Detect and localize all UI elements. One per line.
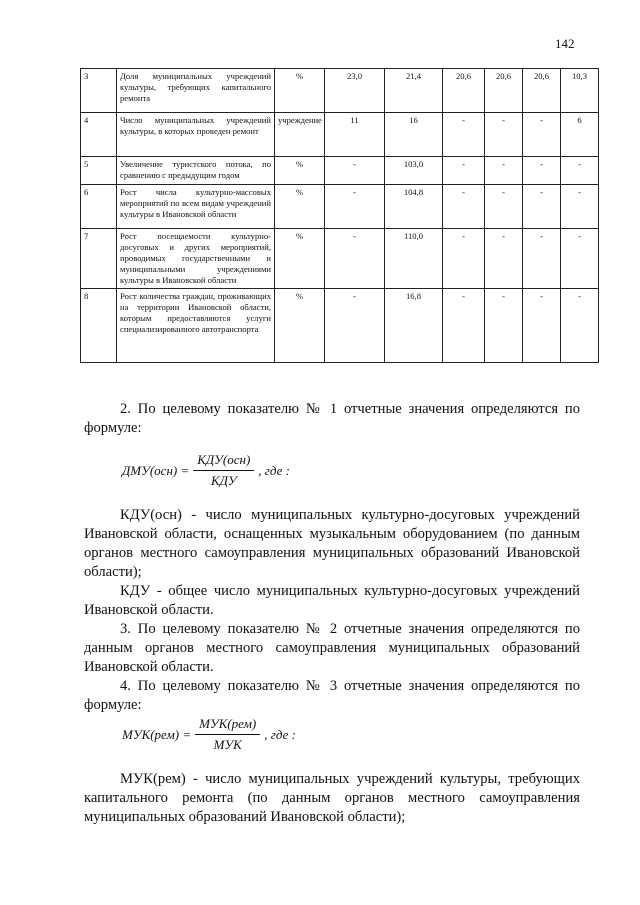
cell-v1: 11: [325, 113, 385, 157]
formula-fraction: [195, 716, 260, 753]
paragraph-2: КДУ(осн) - число муниципальных культурно-досуговых учреждений Ивановской области, оснащенных музыкальным оборудованием (по данным органов местного самоуправления муниципальных образований Ивановской области);: [84, 507, 580, 580]
cell-v4: -: [485, 289, 523, 363]
table-row: [81, 229, 599, 289]
cell-unit: учреждение: [275, 113, 325, 157]
cell-name: Увеличение туристского потока, по сравнению с предыдущим годом: [117, 157, 275, 185]
text-block-2: [84, 506, 580, 715]
cell-unit: %: [275, 69, 325, 113]
cell-v3: -: [443, 289, 485, 363]
cell-name: Рост количества граждан, проживающих на территории Ивановской области, которым предоставляются услуги специализированного автотранспорта: [117, 289, 275, 363]
cell-num: 4: [81, 113, 117, 157]
cell-v5: -: [523, 289, 561, 363]
table-row: [81, 185, 599, 229]
table-row: [81, 289, 599, 363]
cell-unit: %: [275, 229, 325, 289]
formula-suffix: , где :: [258, 462, 290, 478]
cell-num: 3: [81, 69, 117, 113]
formula-muk: [122, 716, 296, 753]
cell-v2: 16: [385, 113, 443, 157]
formula-suffix: , где :: [264, 726, 296, 742]
cell-v3: 20,6: [443, 69, 485, 113]
formula-dmu: [122, 452, 290, 489]
paragraph-3: КДУ - общее число муниципальных культурно-досуговых учреждений Ивановской области.: [84, 583, 580, 618]
cell-v6: -: [561, 185, 599, 229]
cell-v4: -: [485, 113, 523, 157]
cell-v3: -: [443, 113, 485, 157]
formula-lhs: МУК(рем) =: [122, 726, 192, 742]
cell-v5: -: [523, 157, 561, 185]
cell-v1: 23,0: [325, 69, 385, 113]
cell-v1: -: [325, 157, 385, 185]
formula-denominator: КДУ: [210, 473, 237, 488]
cell-v6: -: [561, 289, 599, 363]
cell-v2: 110,0: [385, 229, 443, 289]
paragraph-6: МУК(рем) - число муниципальных учреждений культуры, требующих капитального ремонта (по данным органов местного самоуправления муниципальных образований Ивановской области);: [84, 771, 580, 825]
table-row: [81, 113, 599, 157]
cell-v6: -: [561, 229, 599, 289]
cell-v4: -: [485, 185, 523, 229]
cell-v6: 6: [561, 113, 599, 157]
cell-num: 8: [81, 289, 117, 363]
cell-v5: -: [523, 113, 561, 157]
cell-v3: -: [443, 157, 485, 185]
cell-v5: -: [523, 185, 561, 229]
cell-v4: -: [485, 157, 523, 185]
cell-v2: 103,0: [385, 157, 443, 185]
cell-name: Число муниципальных учреждений культуры, в которых проведен ремонт: [117, 113, 275, 157]
cell-num: 6: [81, 185, 117, 229]
formula-lhs: ДМУ(осн) =: [122, 462, 190, 478]
cell-num: 5: [81, 157, 117, 185]
table-row: [81, 157, 599, 185]
cell-v2: 21,4: [385, 69, 443, 113]
cell-unit: %: [275, 289, 325, 363]
cell-name: Рост числа культурно-массовых мероприятий по всем видам учреждений культуры в Ивановской области: [117, 185, 275, 229]
formula-fraction: [193, 452, 254, 489]
formula-denominator: МУК: [213, 737, 242, 752]
cell-v2: 16,8: [385, 289, 443, 363]
paragraph-5: 4. По целевому показателю № 3 отчетные значения определяются по формуле:: [84, 678, 580, 713]
cell-v1: -: [325, 289, 385, 363]
cell-v3: -: [443, 185, 485, 229]
paragraph-1: 2. По целевому показателю № 1 отчетные значения определяются по формуле:: [84, 401, 580, 436]
cell-v5: 20,6: [523, 69, 561, 113]
cell-v3: -: [443, 229, 485, 289]
cell-v1: -: [325, 229, 385, 289]
formula-numerator: КДУ(осн): [193, 452, 254, 471]
text-block-1: [84, 400, 580, 438]
cell-unit: %: [275, 185, 325, 229]
cell-v2: 104,8: [385, 185, 443, 229]
cell-name: Доля муниципальных учреждений культуры, требующих капитального ремонта: [117, 69, 275, 113]
cell-v5: -: [523, 229, 561, 289]
cell-name: Рост посещаемости культурно-досуговых и других мероприятий, проводимых государственными и муниципальными учреждениями культуры в Ивановской области: [117, 229, 275, 289]
cell-num: 7: [81, 229, 117, 289]
cell-v4: -: [485, 229, 523, 289]
cell-v1: -: [325, 185, 385, 229]
table-row: [81, 69, 599, 113]
indicators-table: [80, 68, 599, 363]
cell-v6: -: [561, 157, 599, 185]
cell-v4: 20,6: [485, 69, 523, 113]
text-block-3: [84, 770, 580, 827]
page-number: 142: [555, 36, 575, 51]
formula-numerator: МУК(рем): [195, 716, 260, 735]
cell-unit: %: [275, 157, 325, 185]
paragraph-4: 3. По целевому показателю № 2 отчетные значения определяются по данным органов местного самоуправления муниципальных образований Ивановской области.: [84, 621, 580, 675]
cell-v6: 10,3: [561, 69, 599, 113]
